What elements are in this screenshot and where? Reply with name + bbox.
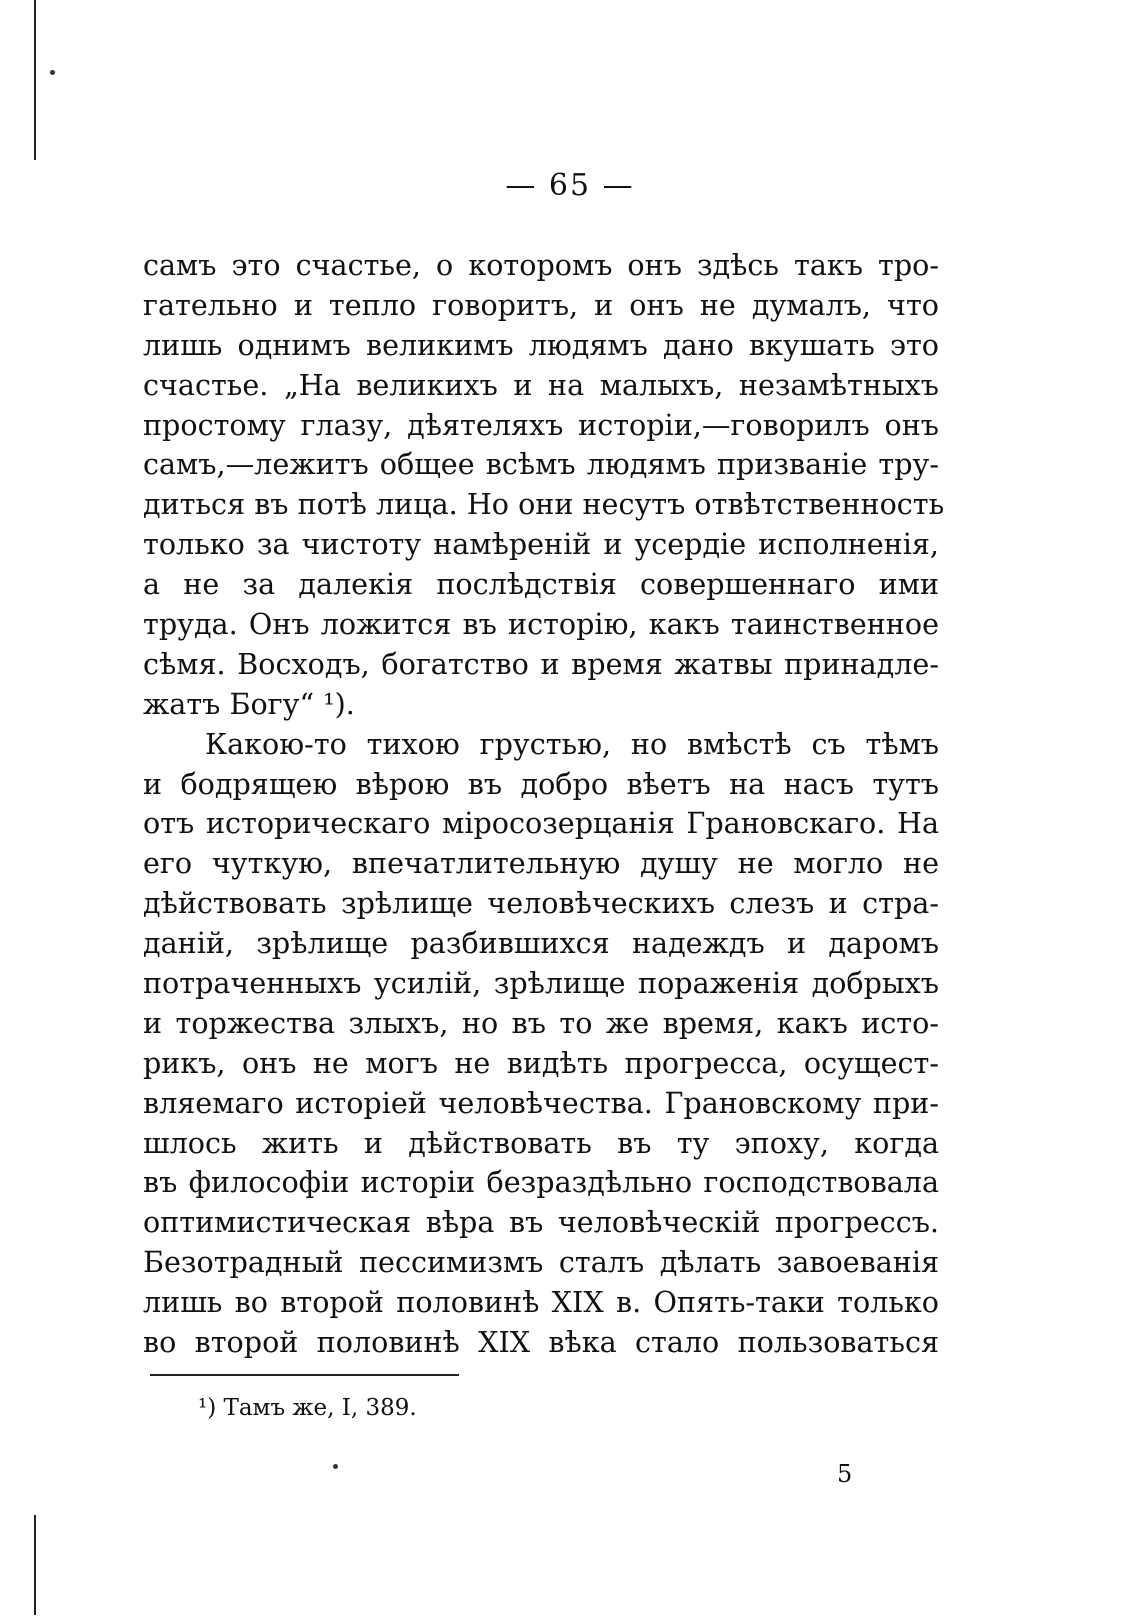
text-line: самъ это счастье, о которомъ онъ здѣсь такъ тро- <box>143 248 939 282</box>
signature-mark: 5 <box>837 1460 853 1488</box>
text-line: вляемаго исторіей человѣчества. Грановскому при- <box>143 1085 939 1120</box>
text-line: Безотрадный пессимизмъ сталъ дѣлать завоеванія <box>143 1245 939 1280</box>
text-line: лишь во второй половинѣ XIX в. Опять-таки только <box>143 1285 939 1320</box>
text-line: гательно и тепло говоритъ, и онъ не думалъ, что <box>143 287 939 322</box>
text-line: дѣйствовать зрѣлище человѣческихъ слезъ и стра- <box>143 886 939 921</box>
text-line: простому глазу, дѣятеляхъ исторіи,—говорилъ онъ <box>143 407 939 442</box>
binding-edge-line <box>34 0 36 160</box>
text-line: труда. Онъ ложится въ исторію, какъ таинственное <box>143 607 939 642</box>
text-line: даній, зрѣлище разбившихся надеждъ и даромъ <box>143 926 939 961</box>
text-line: самъ,—лежитъ общее всѣмъ людямъ призваніе тру- <box>143 447 939 482</box>
text-line: и торжества злыхъ, но въ то же время, какъ исто- <box>143 1005 939 1040</box>
text-line: только за чистоту намѣреній и усердіе исполненія, <box>143 527 939 562</box>
footnote-divider <box>150 1374 459 1376</box>
text-line: потраченныхъ усилій, зрѣлище пораженія добрыхъ <box>143 966 939 1001</box>
text-line: жатъ Богу“ ¹). <box>143 686 355 721</box>
body-text <box>143 246 945 1363</box>
text-line: сѣмя. Восходъ, богатство и время жатвы принадле- <box>143 646 939 681</box>
text-line: шлось жить и дѣйствовать въ ту эпоху, когда <box>143 1125 939 1160</box>
text-line: Какою-то тихою грустью, но вмѣстѣ съ тѣмъ <box>205 726 939 761</box>
text-line: его чуткую, впечатлительную душу не могло не <box>143 846 939 881</box>
text-line: во второй половинѣ XIX вѣка стало пользоваться <box>143 1325 939 1360</box>
text-line: въ философіи исторіи безраздѣльно господствовала <box>143 1165 939 1200</box>
text-line: отъ историческаго міросозерцанія Грановскаго. На <box>143 806 939 841</box>
print-speck <box>333 1464 338 1469</box>
page-number-header: — 65 — <box>505 168 635 203</box>
text-line: диться въ потѣ лица. Но они несутъ отвѣтственность <box>143 487 945 522</box>
footnote: ¹) Тамъ же, I, 389. <box>198 1395 417 1421</box>
binding-edge-line <box>34 1515 36 1615</box>
text-line: и бодрящею вѣрою въ добро вѣетъ на насъ тутъ <box>143 766 939 801</box>
text-line: счастье. „На великихъ и на малыхъ, незамѣтныхъ <box>143 367 939 402</box>
text-line: лишь однимъ великимъ людямъ дано вкушать это <box>143 327 939 362</box>
print-speck <box>50 70 55 75</box>
text-line: а не за далекія послѣдствія совершеннаго ими <box>143 567 939 602</box>
text-line: оптимистическая вѣра въ человѣческій прогрессъ. <box>143 1205 939 1240</box>
text-line: рикъ, онъ не могъ не видѣть прогресса, осущест- <box>143 1045 939 1080</box>
